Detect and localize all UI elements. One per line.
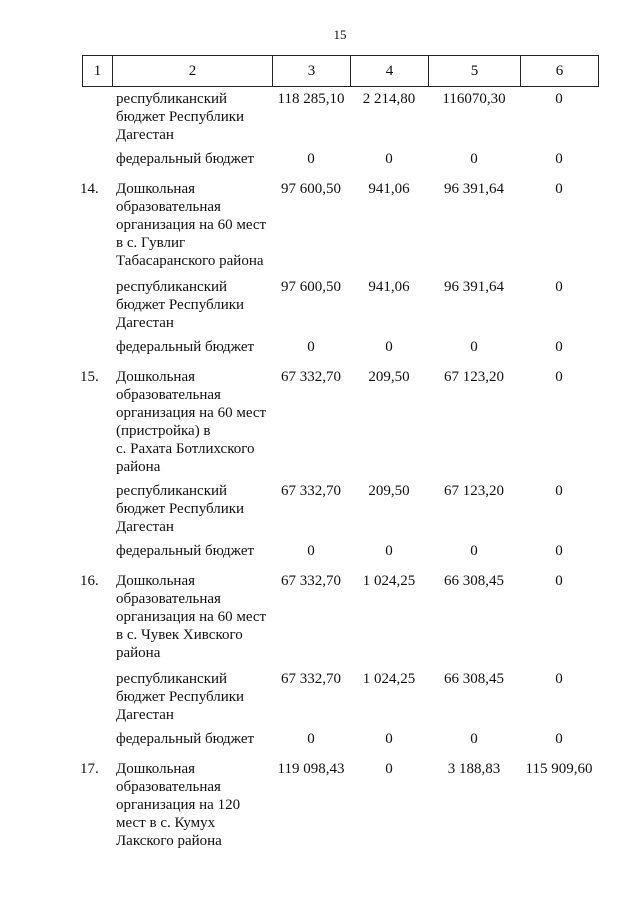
column-header-6: 6 [521, 56, 599, 87]
cell-col4: 0 [385, 731, 393, 747]
cell-col5: 67 123,20 [444, 483, 504, 499]
table-row [0, 180, 640, 278]
cell-col3: 67 332,70 [281, 483, 341, 499]
table-row [0, 482, 640, 542]
row-name: Дошкольная образовательная организация на 60 мест в с. Гувлиг Табасаранского района [116, 181, 267, 269]
table-row [0, 760, 640, 856]
table-row [0, 730, 640, 760]
cell-col6: 0 [555, 91, 563, 107]
cell-col3: 67 332,70 [281, 369, 341, 385]
cell-col3: 97 600,50 [281, 279, 341, 295]
cell-col3: 119 098,43 [277, 761, 345, 777]
column-header-5: 5 [429, 56, 521, 87]
cell-col4: 0 [385, 339, 393, 355]
table-body [0, 90, 640, 856]
cell-col6: 0 [555, 181, 563, 197]
column-header-1: 1 [83, 56, 113, 87]
column-header-2: 2 [113, 56, 273, 87]
cell-col3: 0 [307, 543, 315, 559]
page-number: 15 [333, 27, 347, 42]
cell-col6: 0 [555, 279, 563, 295]
row-name: федеральный бюджет [116, 731, 255, 747]
row-name: республиканский бюджет Республики Дагестан [116, 279, 245, 331]
row-name: республиканский бюджет Республики Дагестан [116, 483, 245, 535]
row-name: Дошкольная образовательная организация на 120 мест в с. Кумух Лакского района [116, 761, 241, 849]
table-row [0, 368, 640, 482]
cell-col4: 1 024,25 [362, 573, 416, 589]
row-name: федеральный бюджет [116, 543, 255, 559]
cell-col5: 96 391,64 [444, 181, 504, 197]
table-row [0, 670, 640, 730]
cell-col4: 209,50 [368, 369, 410, 385]
cell-col5: 67 123,20 [444, 369, 504, 385]
cell-col6: 0 [555, 151, 563, 167]
row-name: Дошкольная образовательная организация на 60 мест в с. Чувек Хивского района [116, 573, 267, 661]
cell-col6: 0 [555, 573, 563, 589]
cell-col3: 97 600,50 [281, 181, 341, 197]
cell-col5: 116070,30 [442, 91, 506, 107]
row-name: федеральный бюджет [116, 339, 255, 355]
cell-col4: 1 024,25 [362, 671, 416, 687]
cell-col3: 0 [307, 151, 315, 167]
table-row [0, 338, 640, 368]
column-header-3: 3 [273, 56, 351, 87]
row-number: 14. [80, 181, 99, 197]
cell-col4: 941,06 [368, 279, 410, 295]
cell-col6: 0 [555, 543, 563, 559]
cell-col6: 0 [555, 339, 563, 355]
cell-col4: 0 [385, 761, 393, 777]
table-row [0, 572, 640, 670]
cell-col4: 209,50 [368, 483, 410, 499]
cell-col6: 0 [555, 671, 563, 687]
row-name: республиканский бюджет Республики Дагестан [116, 91, 245, 143]
row-number: 17. [80, 761, 99, 777]
cell-col4: 941,06 [368, 181, 410, 197]
cell-col3: 0 [307, 731, 315, 747]
table-row [0, 542, 640, 572]
row-number: 16. [80, 573, 99, 589]
cell-col5: 3 188,83 [447, 761, 501, 777]
cell-col3: 118 285,10 [277, 91, 345, 107]
row-name: Дошкольная образовательная организация на 60 мест (пристройка) в с. Рахата Ботлихского района [116, 369, 267, 475]
cell-col3: 67 332,70 [281, 671, 341, 687]
table-row [0, 150, 640, 180]
cell-col5: 0 [470, 543, 478, 559]
column-header-4: 4 [351, 56, 429, 87]
cell-col4: 2 214,80 [362, 91, 416, 107]
cell-col3: 67 332,70 [281, 573, 341, 589]
table-row [0, 278, 640, 338]
cell-col6: 0 [555, 483, 563, 499]
cell-col5: 0 [470, 151, 478, 167]
cell-col5: 66 308,45 [444, 671, 504, 687]
cell-col6: 0 [555, 731, 563, 747]
cell-col4: 0 [385, 543, 393, 559]
row-number: 15. [80, 369, 99, 385]
cell-col5: 96 391,64 [444, 279, 504, 295]
cell-col6: 115 909,60 [525, 761, 593, 777]
cell-col6: 0 [555, 369, 563, 385]
row-name: федеральный бюджет [116, 151, 255, 167]
cell-col5: 0 [470, 339, 478, 355]
column-header-table [82, 55, 599, 87]
cell-col5: 0 [470, 731, 478, 747]
cell-col3: 0 [307, 339, 315, 355]
row-name: республиканский бюджет Республики Дагестан [116, 671, 245, 723]
cell-col4: 0 [385, 151, 393, 167]
cell-col5: 66 308,45 [444, 573, 504, 589]
table-row [0, 90, 640, 150]
